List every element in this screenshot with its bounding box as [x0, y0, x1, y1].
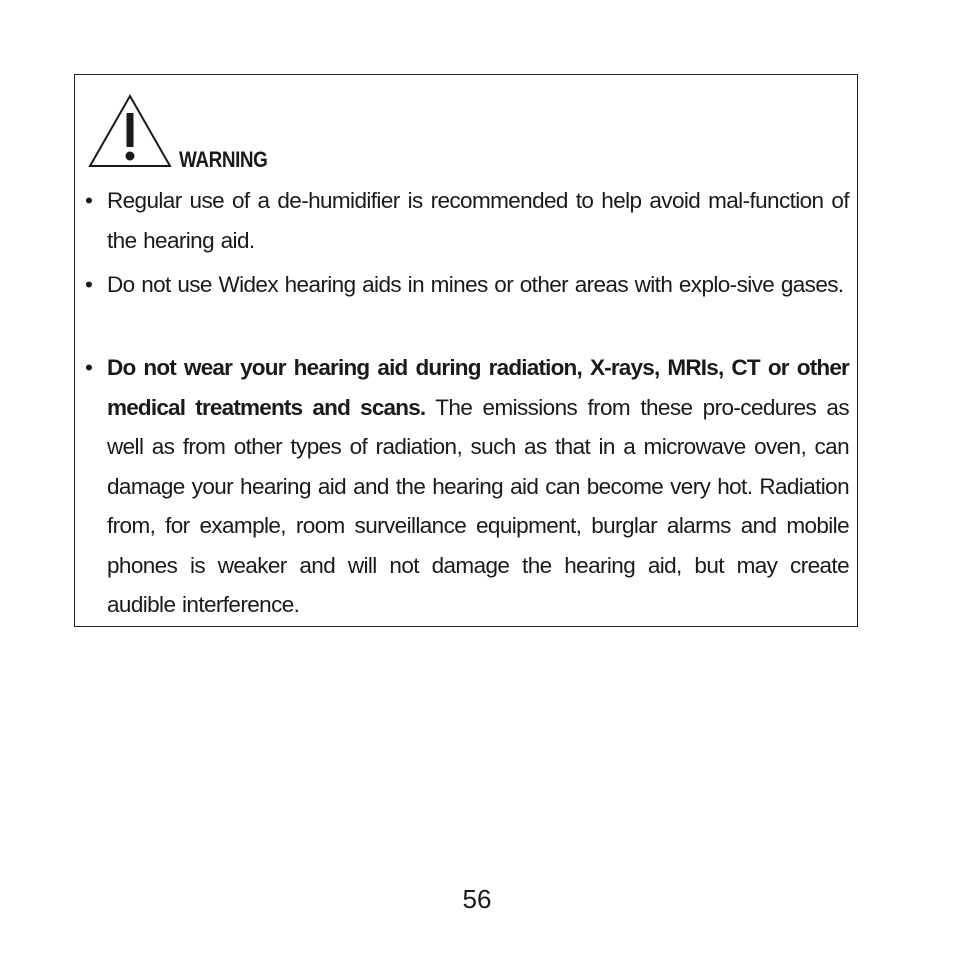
warning-item-text: [107, 265, 849, 305]
warning-item-body: Do not use Widex hearing aids in mines or other areas with explo-sive gases.: [107, 272, 844, 297]
warning-item: [85, 348, 849, 625]
warning-header: [87, 91, 282, 172]
warning-item: [85, 181, 849, 260]
warning-item-body: The emissions from these pro-cedures as well as from other types of radiation, such as that in a microwave oven, can damage your hearing aid and the hearing aid can become very hot. Radiation from, for example, room surveillance equipment, burglar alarms and mobile phones is weaker and will not damage the hearing aid, but may create audible interference.: [107, 394, 849, 617]
warning-item: [85, 265, 849, 305]
warning-title: WARNING: [179, 147, 268, 172]
warning-item-text: [107, 348, 849, 625]
warning-item-bold: Do not wear your hearing aid during radiation, X-rays, MRIs, CT or other medical treatments and scans.: [107, 355, 849, 420]
bullet: •: [85, 272, 93, 297]
bullet: •: [85, 188, 93, 213]
warning-item-text: [107, 181, 849, 260]
page-number: 56: [462, 884, 492, 914]
bullet: •: [85, 355, 93, 380]
warning-triangle-icon: [87, 93, 173, 169]
warning-item-body: Regular use of a de-humidifier is recommended to help avoid mal-function of the hearing aid.: [107, 188, 849, 253]
warning-box: [74, 74, 858, 627]
